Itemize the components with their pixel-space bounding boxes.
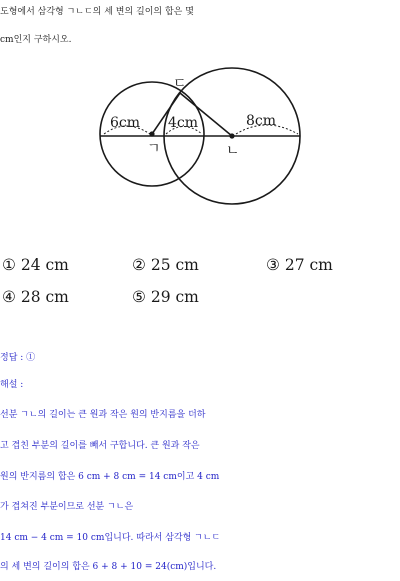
choice-5-text: 29 cm	[150, 288, 199, 306]
choice-3-text: 27 cm	[284, 256, 333, 274]
circles-figure	[0, 0, 400, 240]
point-label-d: ㄷ	[173, 76, 187, 92]
choice-2-number: ②	[132, 256, 146, 274]
choice-4-number: ④	[2, 288, 16, 306]
choice-5[interactable]	[132, 288, 199, 306]
choice-5-number: ⑤	[132, 288, 146, 306]
choice-2[interactable]	[132, 256, 199, 274]
explanation-line-1: 선분 ㄱㄴ의 길이는 큰 원과 작은 원의 반지름을 더하	[0, 410, 206, 420]
center-small-dot	[149, 131, 154, 136]
explanation-line-6: 의 세 변의 길이의 합은 6 + 8 + 10 = 24(cm)입니다.	[0, 562, 217, 572]
choice-3[interactable]	[266, 256, 333, 274]
choice-1-number: ①	[2, 256, 16, 274]
choice-1-text: 24 cm	[20, 256, 69, 274]
explanation-line-5: 14 cm − 4 cm = 10 cm입니다. 따라서 삼각형 ㄱㄴㄷ	[0, 533, 221, 543]
choice-1[interactable]	[2, 256, 69, 274]
center-large-dot	[229, 133, 234, 138]
choice-2-text: 25 cm	[150, 256, 199, 274]
label-6cm: 6cm	[110, 115, 141, 131]
point-label-g: ㄱ	[147, 141, 161, 157]
explanation-line-3: 원의 반지름의 합은 6 cm + 8 cm = 14 cm이고 4 cm	[0, 472, 220, 482]
explanation-label: 해설 :	[0, 380, 24, 390]
label-8cm: 8cm	[246, 113, 277, 129]
question-line-2: cm인지 구하시오.	[0, 35, 72, 45]
point-label-n: ㄴ	[226, 143, 240, 159]
choice-4[interactable]	[2, 288, 69, 306]
question-line-1: 도형에서 삼각형 ㄱㄴㄷ의 세 변의 길이의 합은 몇	[0, 7, 194, 17]
explanation-line-4: 가 겹쳐진 부분이므로 선분 ㄱㄴ은	[0, 502, 134, 512]
explanation-line-2: 고 겹친 부분의 길이를 빼서 구합니다. 큰 원과 작은	[0, 441, 200, 451]
choice-3-number: ③	[266, 256, 280, 274]
choice-4-text: 28 cm	[20, 288, 69, 306]
answer-label: 정답 : ①	[0, 353, 36, 363]
label-4cm: 4cm	[168, 115, 199, 131]
